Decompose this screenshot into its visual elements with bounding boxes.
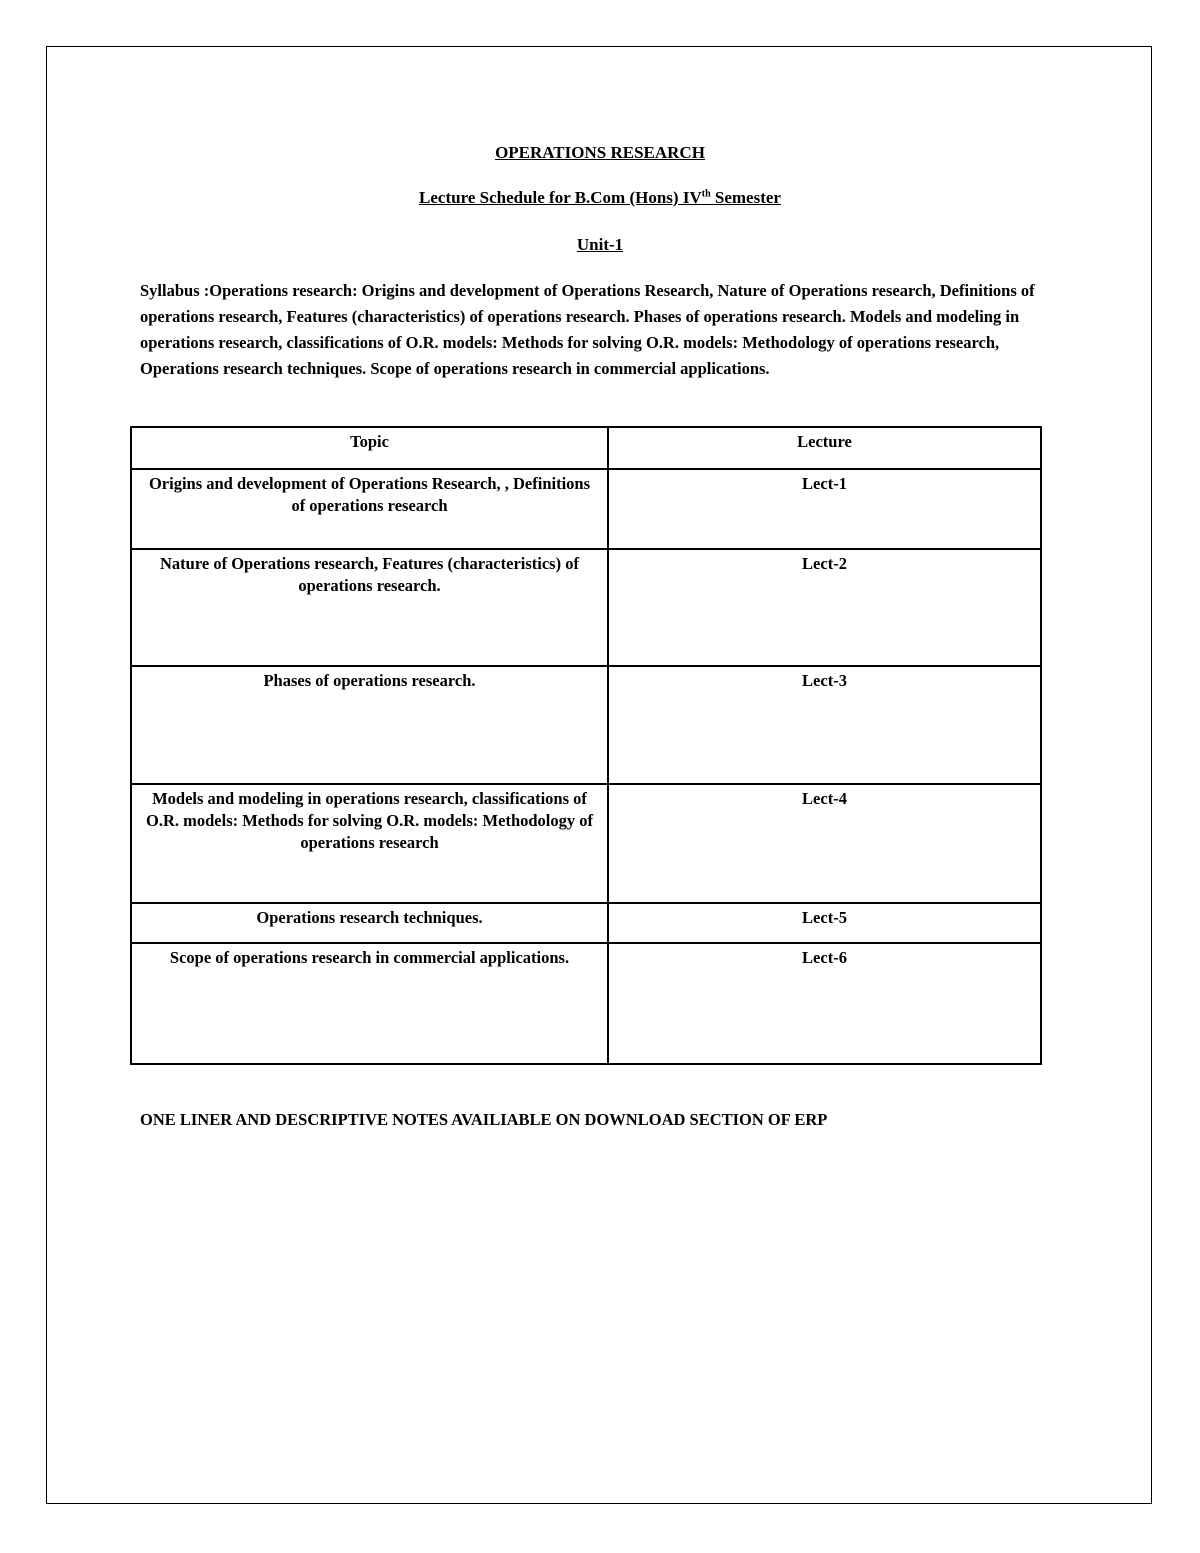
table-row [131,784,1041,903]
lecture-cell: Lect-2 [608,549,1041,666]
lecture-cell: Lect-4 [608,784,1041,903]
table-header-row [131,427,1041,469]
table-row [131,549,1041,666]
topic-cell: Models and modeling in operations research, classifications of O.R. models: Methods for solving O.R. models: Methodology of operations research [131,784,608,903]
lecture-cell: Lect-5 [608,903,1041,943]
document-subtitle [0,188,1200,208]
topic-cell: Operations research techniques. [131,903,608,943]
table-row [131,943,1041,1064]
table-row [131,666,1041,784]
lecture-schedule-table [130,426,1042,1065]
topic-cell: Phases of operations research. [131,666,608,784]
subtitle-text: Lecture Schedule for B.Com (Hons) IV [419,188,702,207]
syllabus-paragraph: Syllabus :Operations research: Origins and development of Operations Research, Nature of Operations research, Definitions of operations research, Features (characteristics) of operations research. Phases of operations research. Models and modeling in operations research, classifications of O.R. models: Methods for solving O.R. models: Methodology of operations research, Operations research techniques. Scope of operations research in commercial applications. [140,281,1035,378]
topic-cell: Scope of operations research in commercial applications. [131,943,608,1064]
lecture-cell: Lect-1 [608,469,1041,549]
lecture-cell: Lect-6 [608,943,1041,1064]
unit-heading: Unit-1 [576,235,624,254]
lecture-cell: Lect-3 [608,666,1041,784]
topic-cell: Origins and development of Operations Research, , Definitions of operations research [131,469,608,549]
download-notes-notice: ONE LINER AND DESCRIPTIVE NOTES AVAILIABLE ON DOWNLOAD SECTION OF ERP [140,1110,828,1129]
header-topic: Topic [131,427,608,469]
subtitle-superscript: th [701,188,711,200]
table-row [131,469,1041,549]
subtitle-suffix: Semester [710,188,781,207]
header-lecture: Lecture [608,427,1041,469]
table-row [131,903,1041,943]
document-title: OPERATIONS RESEARCH [495,143,705,162]
topic-cell: Nature of Operations research, Features (characteristics) of operations research. [131,549,608,666]
